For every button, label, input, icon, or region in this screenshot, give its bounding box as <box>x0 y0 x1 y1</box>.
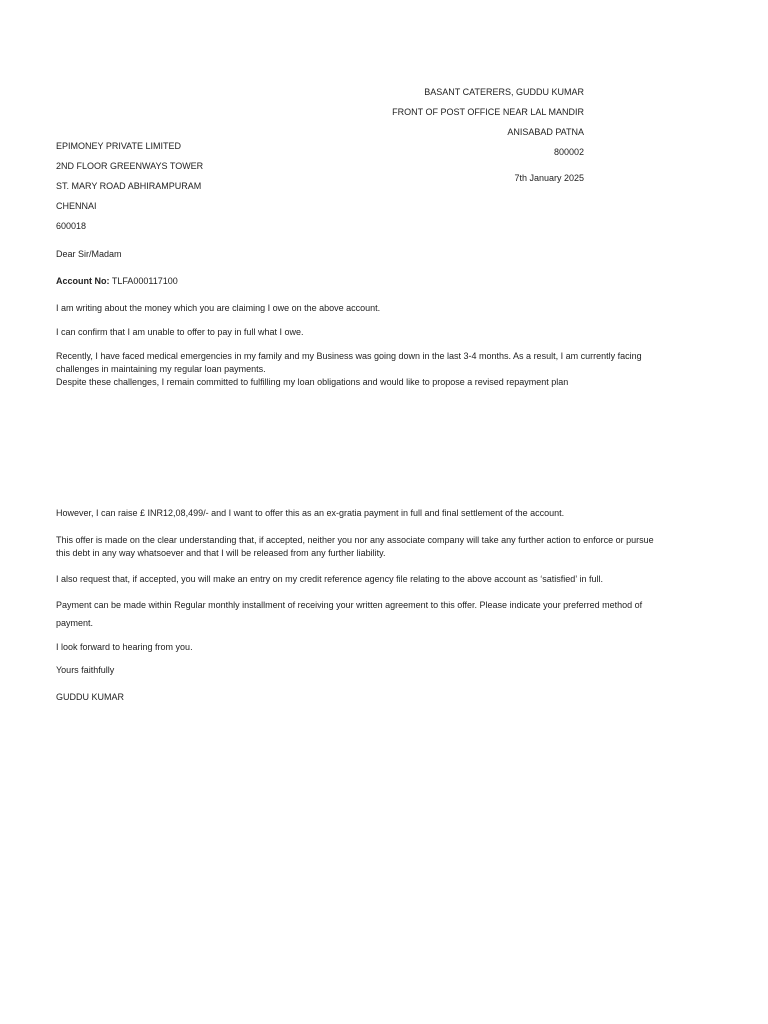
account-number: TLFA000117100 <box>111 276 178 286</box>
body-paragraph-5-line2: this debt in any way whatsoever and that I will be released from any further liability. <box>56 548 386 558</box>
recipient-address-line2: ST. MARY ROAD ABHIRAMPURAM <box>56 181 202 191</box>
body-paragraph-3-line3: Despite these challenges, I remain committed to fulfilling my loan obligations and would like to propose a revised repayment plan <box>56 377 569 387</box>
body-paragraph-3-line2: challenges in maintaining my regular loan payments. <box>56 364 266 374</box>
body-paragraph-7-line2: payment. <box>56 618 94 628</box>
body-paragraph-7 <box>56 599 706 629</box>
salutation: Dear Sir/Madam <box>56 249 122 259</box>
sender-address-line1: FRONT OF POST OFFICE NEAR LAL MANDIR <box>392 107 584 117</box>
body-paragraph-7-line1: Payment can be made within Regular monthly installment of receiving your written agreement to this offer. Please indicate your preferred method of <box>56 600 643 610</box>
recipient-address-line1: 2ND FLOOR GREENWAYS TOWER <box>56 161 204 171</box>
sender-address-line2: ANISABAD PATNA <box>507 127 584 137</box>
body-paragraph-3-line1: Recently, I have faced medical emergencies in my family and my Business was going down in the last 3-4 months. As a result, I am currently facing <box>56 351 642 361</box>
letter-date: 7th January 2025 <box>514 173 584 183</box>
sender-postcode: 800002 <box>553 147 584 157</box>
body-paragraph-5 <box>56 534 706 559</box>
body-paragraph-2: I can confirm that I am unable to offer to pay in full what I owe. <box>56 327 304 337</box>
recipient-postcode: 600018 <box>56 221 87 231</box>
recipient-company: EPIMONEY PRIVATE LIMITED <box>56 141 182 151</box>
closing: Yours faithfully <box>56 665 115 675</box>
body-paragraph-3 <box>56 350 706 388</box>
account-line <box>56 275 178 287</box>
signature-name: GUDDU KUMAR <box>56 692 125 702</box>
body-paragraph-4: However, I can raise £ INR12,08,499/- and I want to offer this as an ex-gratia payment in full and final settlement of the account. <box>56 508 565 518</box>
body-paragraph-5-line1: This offer is made on the clear understanding that, if accepted, neither you nor any associate company will take any further action to enforce or pursue <box>56 535 654 545</box>
body-paragraph-6: I also request that, if accepted, you will make an entry on my credit reference agency file relating to the above account as ‘satisfied’ in full. <box>56 574 603 584</box>
sender-name: BASANT CATERERS, GUDDU KUMAR <box>424 87 584 97</box>
body-paragraph-8: I look forward to hearing from you. <box>56 642 193 652</box>
body-paragraph-1: I am writing about the money which you are claiming I owe on the above account. <box>56 303 381 313</box>
account-label: Account No: <box>56 276 110 286</box>
recipient-city: CHENNAI <box>56 201 97 211</box>
